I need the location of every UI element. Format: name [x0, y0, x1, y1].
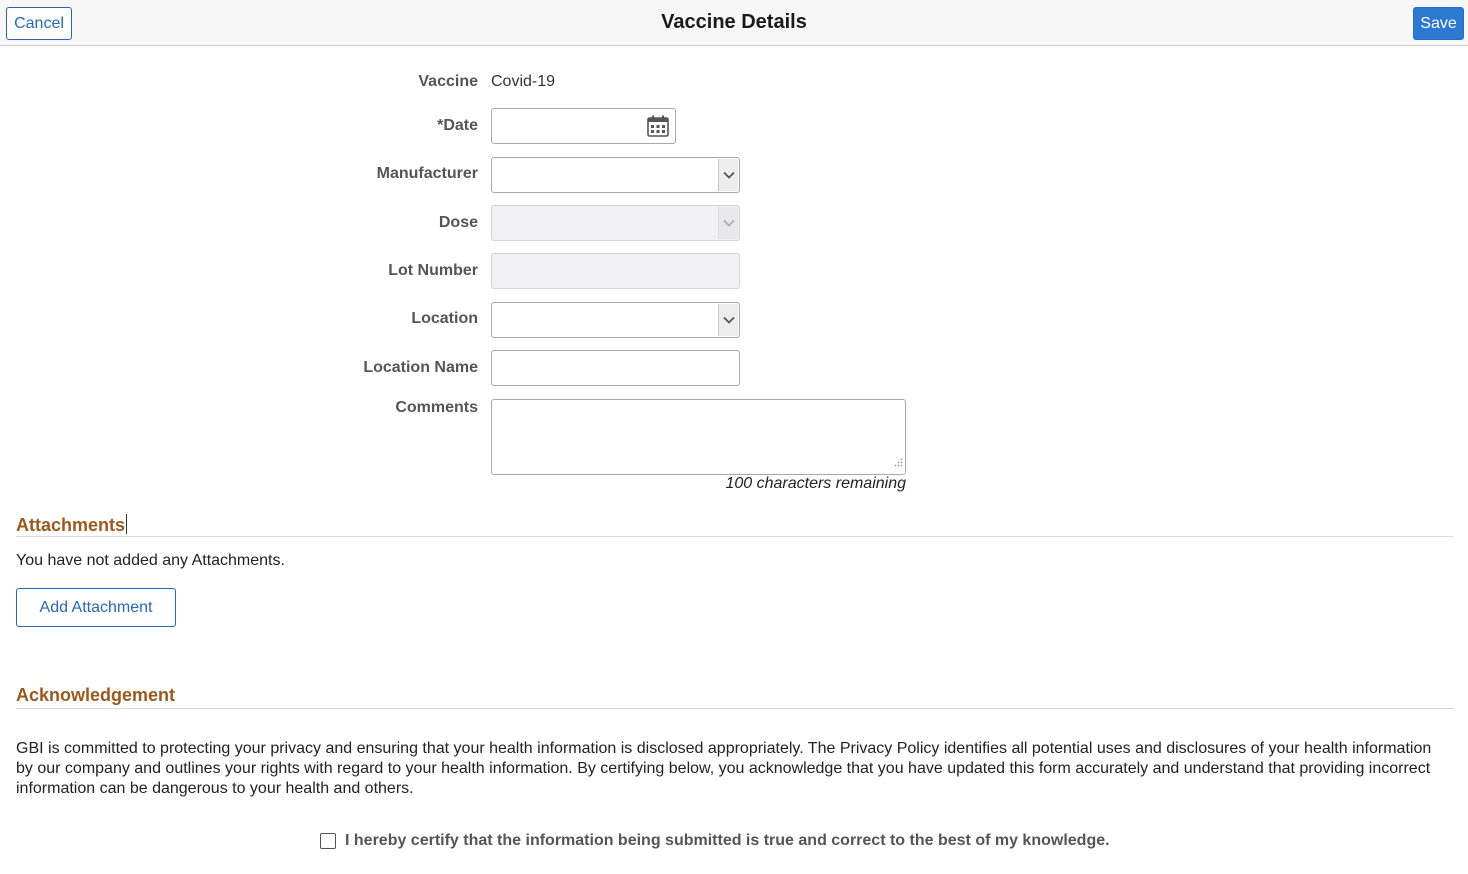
attachments-heading	[16, 514, 127, 536]
location-name-input[interactable]	[492, 351, 739, 385]
comments-textarea[interactable]	[491, 399, 906, 475]
text-cursor	[126, 514, 127, 534]
attachments-title: Attachments	[16, 515, 126, 535]
attachments-divider	[16, 536, 1454, 537]
vaccine-value: Covid-19	[491, 73, 556, 90]
comments-label: Comments	[395, 399, 478, 416]
location-name-label: Location Name	[363, 359, 478, 376]
location-label: Location	[411, 310, 478, 327]
page-title: Vaccine Details	[661, 11, 807, 33]
date-label: *Date	[437, 117, 478, 134]
certify-row[interactable]	[320, 832, 1110, 850]
date-field[interactable]	[491, 108, 676, 144]
acknowledgement-divider	[16, 708, 1454, 709]
cancel-button[interactable]: Cancel	[6, 7, 72, 40]
acknowledgement-text: GBI is committed to protecting your privacy and ensuring that your health information is disclosed appropriately. The Privacy Policy identifies all potential uses and disclosures of your health information by our company and outlines your rights with regard to your health information. By certifying below, you acknowledge that you have updated this form accurately and understand that providing incorrect information can be dangerous to your health and others.	[16, 740, 1432, 797]
location-name-field[interactable]	[491, 350, 740, 386]
add-attachment-button[interactable]: Add Attachment	[16, 588, 176, 627]
location-select[interactable]	[491, 302, 740, 338]
lot-number-label: Lot Number	[388, 262, 478, 279]
chevron-down-icon	[718, 207, 738, 239]
certify-label[interactable]: I hereby certify that the information being submitted is true and correct to the best of my knowledge.	[345, 832, 1110, 849]
lot-number-input	[492, 254, 739, 288]
certify-checkbox[interactable]	[320, 833, 336, 849]
lot-number-field	[491, 253, 740, 289]
page-header	[0, 0, 1468, 46]
manufacturer-select[interactable]	[491, 157, 740, 193]
resize-grip-icon[interactable]	[893, 454, 903, 472]
chevron-down-icon[interactable]	[718, 159, 738, 191]
characters-remaining: 100 characters remaining	[725, 475, 906, 492]
save-button[interactable]: Save	[1413, 7, 1464, 40]
vaccine-label: Vaccine	[418, 73, 478, 90]
chevron-down-icon[interactable]	[718, 304, 738, 336]
manufacturer-label: Manufacturer	[376, 165, 478, 182]
dose-label: Dose	[438, 214, 478, 231]
attachments-empty-message: You have not added any Attachments.	[16, 552, 285, 569]
calendar-icon[interactable]	[645, 113, 671, 139]
acknowledgement-heading: Acknowledgement	[16, 685, 176, 705]
dose-select	[491, 205, 740, 241]
